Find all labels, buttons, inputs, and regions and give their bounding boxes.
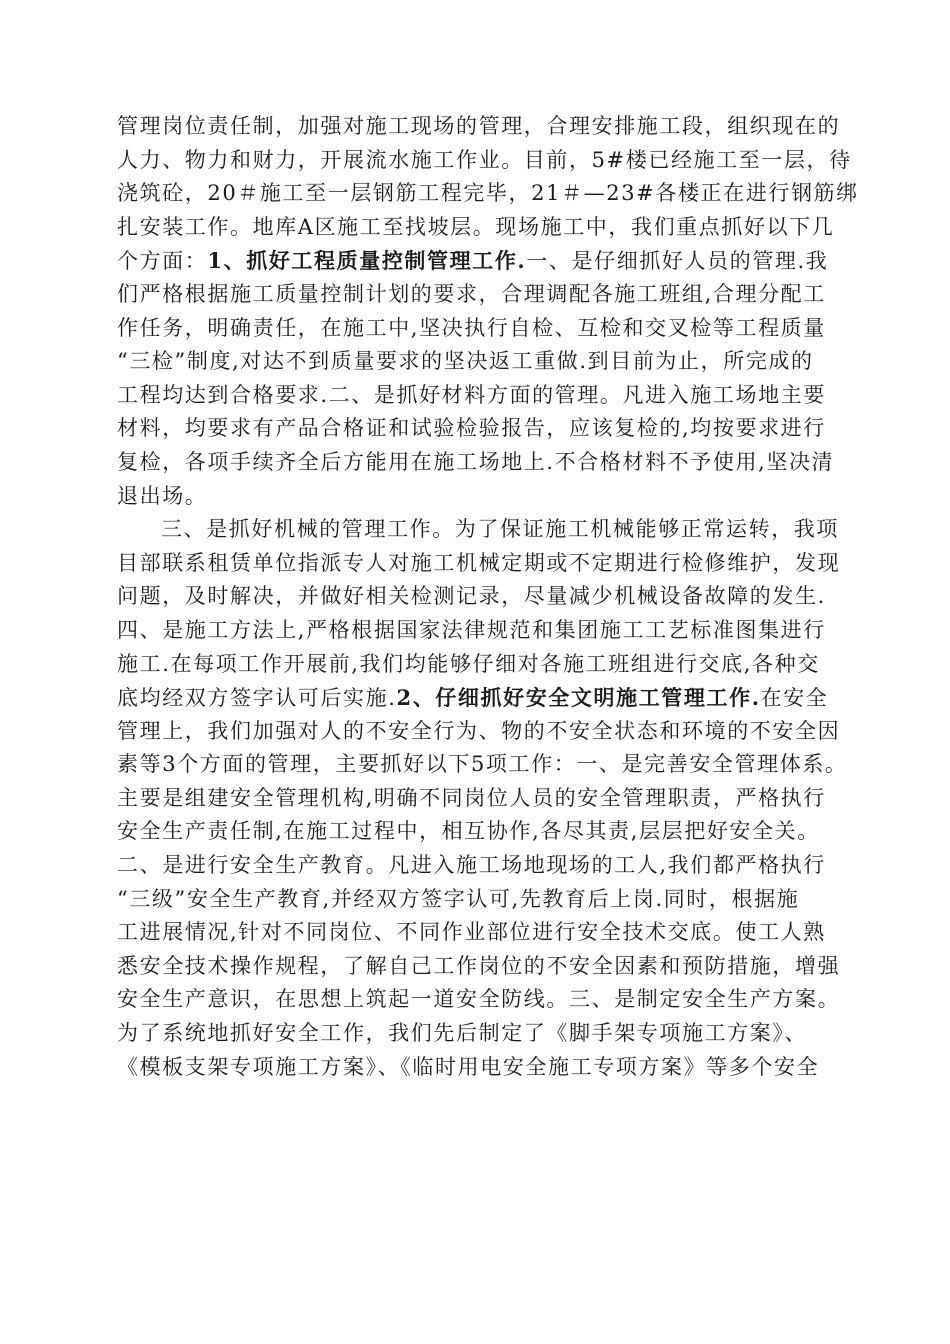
section-heading-quality: 1、抓好工程质量控制管理工作. — [207, 248, 527, 274]
text-line: “三级”安全生产教育,并经双方签字认可,先教育后上岗.同时，根据施 — [117, 886, 800, 911]
text-run: 底均经双方签字认可后实施. — [117, 686, 397, 711]
text-line: 工进展情况,针对不同岗位、不同作业部位进行安全技术交底。使工人熟 — [117, 920, 826, 945]
text-line — [117, 681, 857, 715]
text-run: 个方面： — [117, 249, 208, 274]
text-line: 管理上，我们加强对人的不安全行为、物的不安全状态和环境的不安全因 — [117, 718, 841, 743]
text-line: “三检”制度,对达不到质量要求的坚决返工重做.到目前为止，所完成的 — [117, 349, 814, 374]
text-line: 管理岗位责任制，加强对施工现场的管理，合理安排施工段，组织现在的 — [117, 114, 841, 138]
text-line: 材料，均要求有产品合格证和试验检验报告，应该复检的,均按要求进行 — [117, 416, 826, 441]
text-line: 工程均达到合格要求.二、是抓好材料方面的管理。凡进入施工场地主要 — [117, 382, 826, 407]
text-line: 施工.在每项工作开展前,我们均能够仔细对各施工班组进行交底,各种交 — [117, 651, 820, 676]
text-line: 退出场。 — [117, 483, 208, 508]
text-line: 扎安装工作。地库A区施工至找坡层。现场施工中，我们重点抓好以下几 — [117, 214, 835, 239]
text-line: 浇筑砼，20＃施工至一层钢筋工程完毕，21＃—23#各楼正在进行钢筋绑 — [117, 181, 859, 206]
body-text — [117, 110, 857, 1084]
text-line: 为了系统地抓好安全工作，我们先后制定了《脚手架专项施工方案》、 — [117, 1021, 808, 1046]
text-line: 安全生产责任制,在施工过程中，相互协作,各尽其责,层层把好安全关。 — [117, 819, 820, 844]
text-line: 素等3个方面的管理，主要抓好以下5项工作：一、是完善安全管理体系。 — [117, 752, 848, 777]
text-line: 问题，及时解决，并做好相关检测记录，尽量减少机械设备故障的发生. — [117, 584, 826, 609]
text-line-indented: 三、是抓好机械的管理工作。为了保证施工机械能够正常运转，我项 — [161, 517, 839, 542]
text-line: 安全生产意识，在思想上筑起一道安全防线。三、是制定安全生产方案。 — [117, 987, 841, 1012]
text-line: 们严格根据施工质量控制计划的要求，合理调配各施工班组,合理分配工 — [117, 281, 826, 306]
text-line: 悉安全技术操作规程，了解自己工作岗位的不安全因素和预防措施，增强 — [117, 953, 841, 978]
text-line: 主要是组建安全管理机构,明确不同岗位人员的安全管理职责，严格执行 — [117, 785, 826, 810]
text-run: 在安全 — [760, 686, 829, 711]
text-line: 复检，各项手续齐全后方能用在施工场地上.不合格材料不予使用,坚决清 — [117, 449, 835, 474]
text-line: 四、是施工方法上,严格根据国家法律规范和集团施工工艺标准图集进行 — [117, 617, 826, 642]
text-line: 人力、物力和财力，开展流水施工作业。目前，5#楼已经施工至一层，待 — [117, 147, 852, 172]
section-heading-safety: 2、仔细抓好安全文明施工管理工作. — [396, 685, 761, 711]
text-line: 二、是进行安全生产教育。凡进入施工场地现场的工人,我们都严格执行 — [117, 853, 826, 878]
text-line: 《模板支架专项施工方案》、《临时用电安全施工专项方案》等多个安全 — [117, 1054, 820, 1079]
text-line — [117, 244, 857, 278]
text-run: 一、是仔细抓好人员的管理.我 — [526, 249, 829, 274]
text-line: 作任务，明确责任，在施工中,坚决执行自检、互检和交叉检等工程质量 — [117, 315, 826, 340]
text-line: 目部联系租赁单位指派专人对施工机械定期或不定期进行检修维护，发现 — [117, 550, 841, 575]
